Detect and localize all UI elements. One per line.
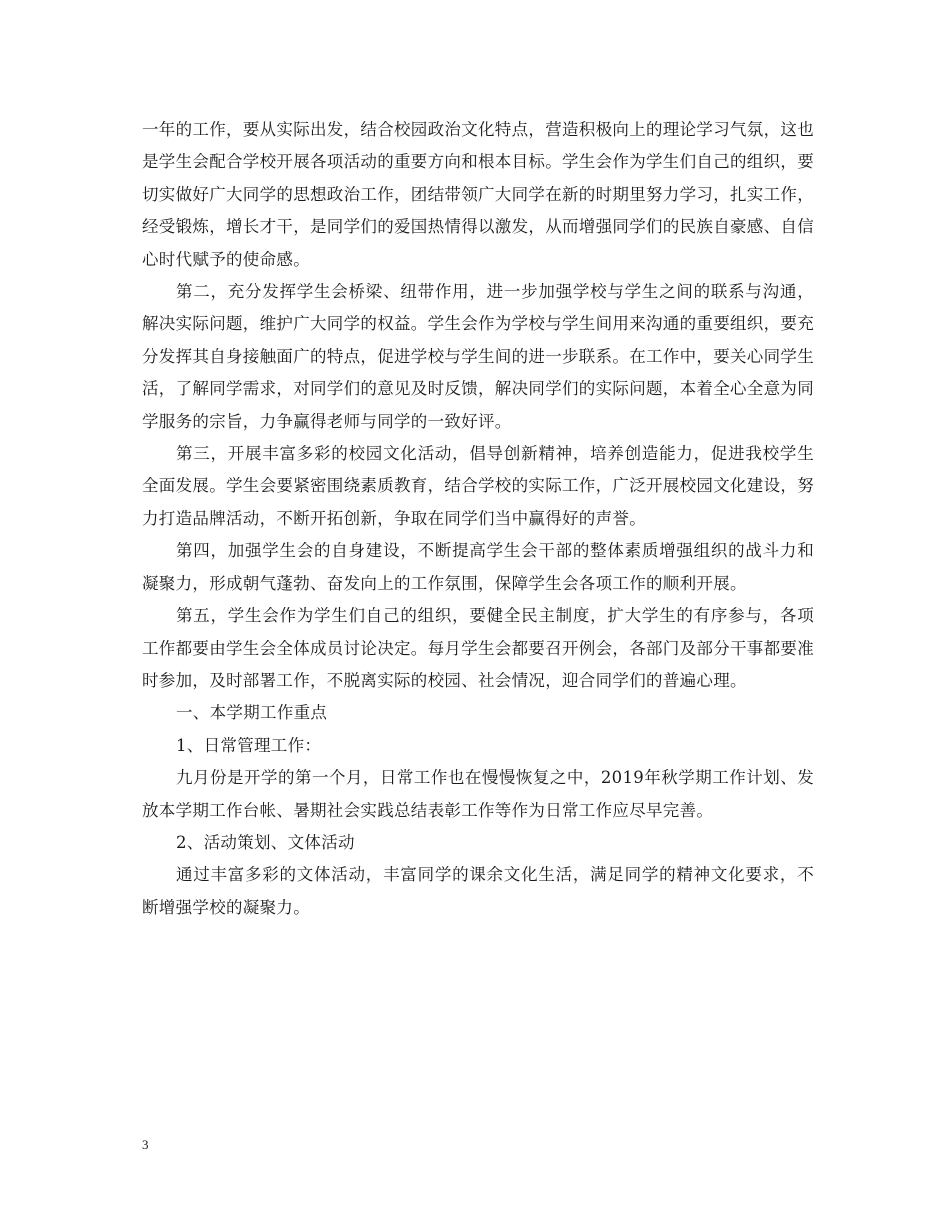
page-number: 3 bbox=[142, 1137, 149, 1152]
paragraph-third: 第三，开展丰富多彩的校园文化活动，倡导创新精神，培养创造能力，促进我校学生全面发展。学生会要紧密围绕素质教育，结合学校的实际工作，广泛开展校园文化建设，努力打造品牌活动，不断开拓创新，争取在同学们当中赢得好的声誉。 bbox=[142, 444, 814, 528]
document-body bbox=[142, 114, 814, 924]
paragraph-fifth: 第五，学生会作为学生们自己的组织，要健全民主制度，扩大学生的有序参与，各项工作都要由学生会全体成员讨论决定。每月学生会都要召开例会，各部门及部分干事都要准时参加，及时部署工作，不脱离实际的校园、社会情况，迎合同学们的普遍心理。 bbox=[142, 606, 814, 690]
subheading-activity-planning: 2、活动策划、文体活动 bbox=[176, 832, 355, 852]
paragraph-second: 第二，充分发挥学生会桥梁、纽带作用，进一步加强学校与学生之间的联系与沟通，解决实际问题，维护广大同学的权益。学生会作为学校与学生间用来沟通的重要组织，要充分发挥其自身接触面广的特点，促进学校与学生间的进一步联系。在工作中，要关心同学生活，了解同学需求，对同学们的意见及时反馈，解决同学们的实际问题，本着全心全意为同学服务的宗旨，力争赢得老师与同学的一致好评。 bbox=[142, 282, 814, 431]
paragraph-september: 九月份是开学的第一个月，日常工作也在慢慢恢复之中，2019年秋学期工作计划、发放本学期工作台帐、暑期社会实践总结表彰工作等作为日常工作应尽早完善。 bbox=[142, 768, 814, 820]
section-heading-semester-focus: 一、本学期工作重点 bbox=[176, 703, 328, 723]
paragraph-fourth: 第四，加强学生会的自身建设，不断提高学生会干部的整体素质增强组织的战斗力和凝聚力，形成朝气蓬勃、奋发向上的工作氛围，保障学生会各项工作的顺利开展。 bbox=[142, 541, 814, 593]
paragraph-activities: 通过丰富多彩的文体活动，丰富同学的课余文化生活，满足同学的精神文化要求，不断增强学校的凝聚力。 bbox=[142, 865, 814, 917]
subheading-daily-management: 1、日常管理工作： bbox=[176, 735, 322, 755]
paragraph-intro: 一年的工作，要从实际出发，结合校园政治文化特点，营造积极向上的理论学习气氛，这也是学生会配合学校开展各项活动的重要方向和根本目标。学生会作为学生们自己的组织，要切实做好广大同学的思想政治工作，团结带领广大同学在新的时期里努力学习，扎实工作，经受锻炼，增长才干，是同学们的爱国热情得以激发，从而增强同学们的民族自豪感、自信心时代赋予的使命感。 bbox=[142, 120, 814, 269]
